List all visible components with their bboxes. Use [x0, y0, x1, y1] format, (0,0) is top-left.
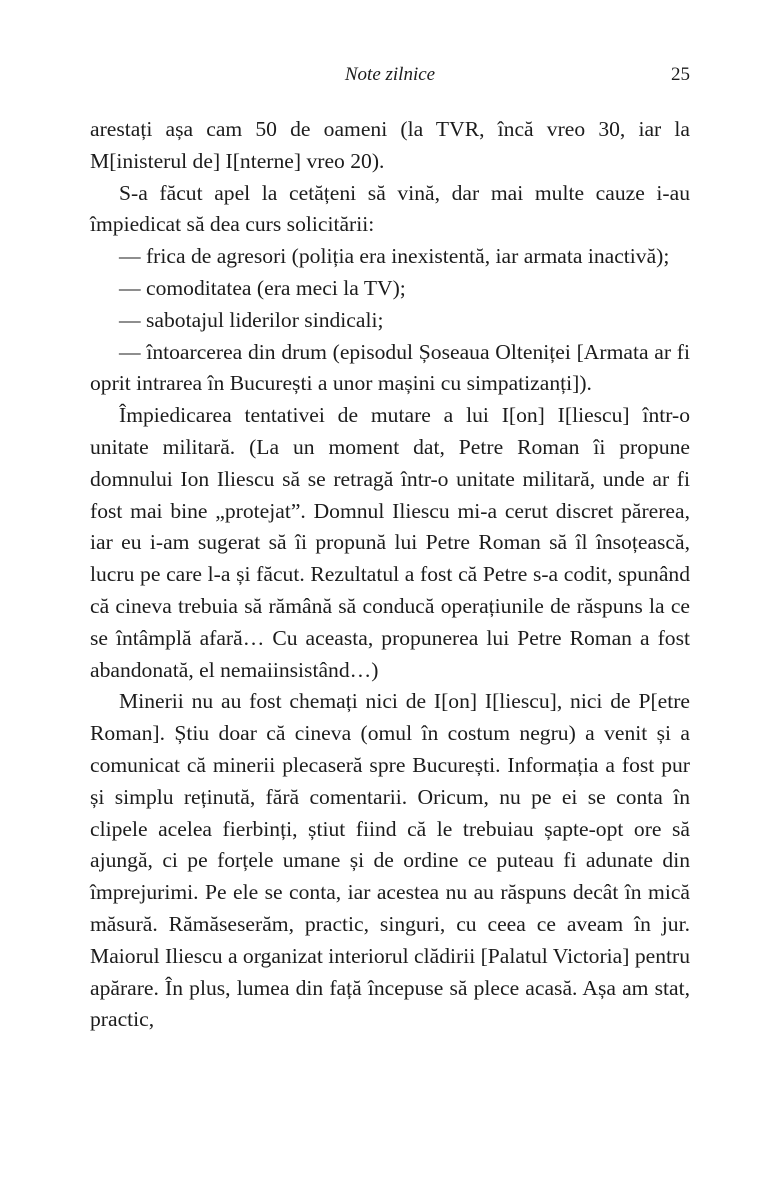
list-item: — frica de agresori (poliția era inexistentă, iar armata inactivă); — [119, 244, 670, 269]
list-item: — comoditatea (era meci la TV); — [119, 275, 406, 300]
paragraph: S-a făcut apel la cetățeni să vină, dar mai multe cauze i-au împiedicat să dea curs solicitării: — [90, 180, 690, 237]
body-text — [90, 114, 690, 1036]
page-header — [90, 62, 690, 90]
page-number: 25 — [671, 64, 690, 85]
paragraph: Minerii nu au fost chemați nici de I[on] I[liescu], nici de P[etre Roman]. Știu doar că cineva (omul în costum negru) a venit și a comunicat că minerii plecaseră spre București. Informația a fost pur și simplu reținută, fără comentarii. Oricum, nu pe ei se conta în clipele acelea fierbinți, știut fiind că le trebuiau șapte-opt ore să ajungă, ci pe forțele umane și de ordine ce puteau fi adunate din împrejurimi. Pe ele se conta, iar acestea nu au răspuns decât în mică măsură. Rămăseserăm, practic, singuri, cu ceea ce aveam în jur. Maiorul Iliescu a organizat interiorul clădirii [Palatul Victoria] pentru apărare. În plus, lumea din față începuse să plece acasă. Așa am stat, practic, — [90, 689, 690, 1032]
paragraph-continuation: arestați așa cam 50 de oameni (la TVR, încă vreo 30, iar la M[inisterul de] I[nterne] vreo 20). — [90, 117, 690, 173]
paragraph: Împiedicarea tentativei de mutare a lui I[on] I[liescu] într-o unitate militară. (La un moment dat, Petre Roman îi propune domnului Ion Iliescu să se retragă într-o unitate militară, unde ar fi fost mai bine „protejat”. Domnul Iliescu mi-a cerut discret părerea, iar eu i-am sugerat să îi propună lui Petre Roman să îl însoțească, lucru pe care l-a și făcut. Rezultatul a fost că Petre s-a codit, spunând că cineva trebuia să rămână să conducă operațiunile de răspuns la ce se întâmplă afară… Cu aceasta, propunerea lui Petre Roman a fost abandonată, el nemaiinsistând…) — [90, 403, 690, 682]
list-item: — sabotajul liderilor sindicali; — [119, 307, 384, 332]
list-item: — întoarcerea din drum (episodul Șoseaua Olteniței [Armata ar fi oprit intrarea în București a unor mașini cu simpatizanți]). — [90, 339, 690, 396]
running-title: Note zilnice — [344, 64, 436, 85]
